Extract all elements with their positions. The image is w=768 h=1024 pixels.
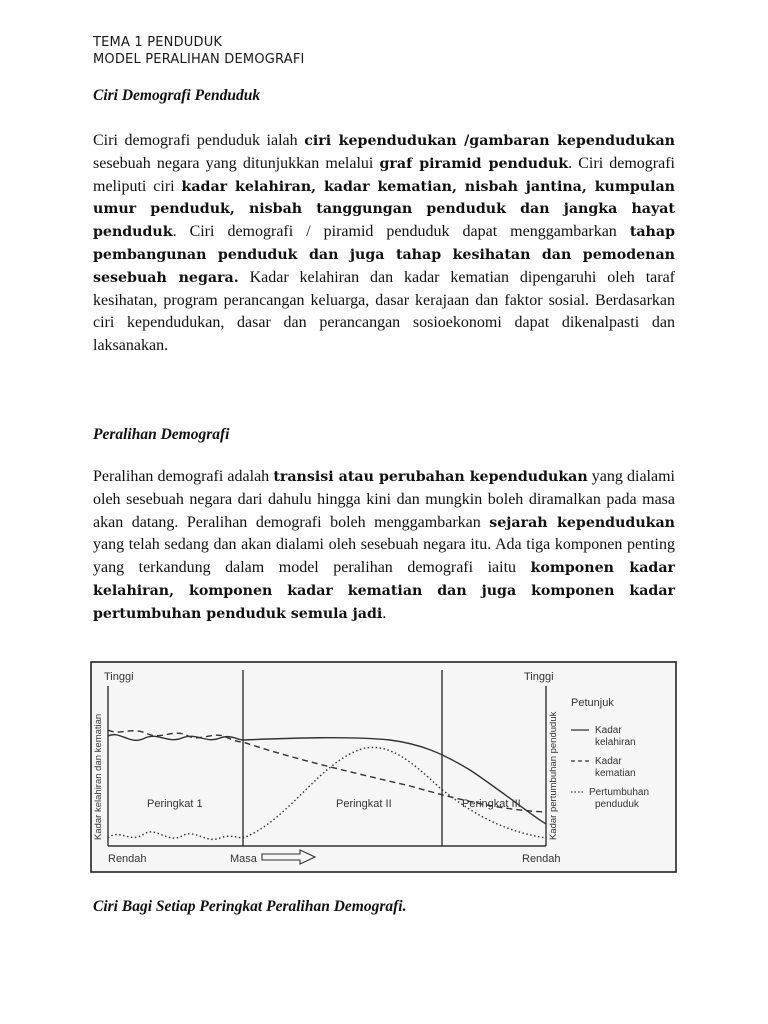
stage-3-label: Peringkat III xyxy=(462,798,521,810)
text-run: . xyxy=(382,604,387,622)
legend-death-line2: kematian xyxy=(595,768,636,779)
y-left-title: Kadar kelahiran dan kematian xyxy=(93,713,104,840)
legend-title: Petunjuk xyxy=(571,697,614,709)
legend-growth-line1: Pertumbuhan xyxy=(589,787,650,798)
bold-text-run: kadar kelahiran, kadar kematian, nisbah jantina, kumpulan umur penduduk, nisbah tanggungan penduduk dan jangka hayat penduduk xyxy=(93,178,675,241)
text-run: Kadar kelahiran dan kadar kematian dipengaruhi oleh taraf kesihatan, program perancangan keluarga, dasar kerajaan dan faktor sosial. Berdasarkan ciri kependudukan, dasar dan perancangan sosioekonomi dapat dikenalpasti dan laksanakan. xyxy=(93,268,675,355)
legend-birth-line2: kelahiran xyxy=(595,737,636,748)
demographic-transition-figure xyxy=(90,660,678,874)
y-right-bottom-label: Rendah xyxy=(522,853,561,865)
text-run: Ciri demografi penduduk ialah xyxy=(93,132,305,149)
text-run: Peralihan demografi adalah xyxy=(93,468,274,485)
y-left-top-label: Tinggi xyxy=(104,671,134,683)
y-right-title: Kadar pertumbuhan penduduk xyxy=(548,711,559,840)
text-run: sesebuah negara yang ditunjukkan melalui xyxy=(93,154,380,172)
section-title-peralihan-demografi: Peralihan Demografi xyxy=(93,426,230,443)
text-run: . Ciri demografi / piramid penduduk dapat menggambarkan xyxy=(172,223,630,241)
text-run: yang dialami oleh sesebuah negara dari dahulu hingga kini dan mungkin boleh diramalkan pada masa akan datang. Peralihan demografi boleh menggambarkan xyxy=(93,468,675,531)
bold-text-run: komponen kadar kelahiran, komponen kadar kematian dan juga komponen kadar pertumbuhan penduduk semula jadi xyxy=(93,560,675,622)
stage-2-label: Peringkat II xyxy=(336,798,392,810)
section-title-ciri-demografi: Ciri Demografi Penduduk xyxy=(93,87,261,104)
stage-1-label: Peringkat 1 xyxy=(147,798,203,810)
y-left-bottom-label: Rendah xyxy=(108,853,147,865)
paragraph-ciri-demografi xyxy=(93,130,675,358)
bold-text-run: ciri kependudukan /gambaran kependudukan xyxy=(304,133,675,149)
text-run: yang telah sedang dan akan dialami oleh sesebuah negara itu. Ada tiga komponen penting yang terkandung dalam model peralihan demografi iaitu xyxy=(93,536,675,577)
bold-text-run: sejarah kependudukan xyxy=(489,514,675,531)
transition-chart xyxy=(90,660,678,874)
legend-growth-line2: penduduk xyxy=(595,799,639,810)
header-subtopic: MODEL PERALIHAN DEMOGRAFI xyxy=(93,52,305,67)
y-right-top-label: Tinggi xyxy=(524,671,554,683)
paragraph-peralihan-demografi xyxy=(93,466,675,626)
bold-text-run: graf piramid penduduk xyxy=(379,155,569,172)
section-title-ciri-peringkat: Ciri Bagi Setiap Peringkat Peralihan Demografi. xyxy=(93,898,407,915)
x-axis-label: Masa xyxy=(230,853,257,865)
header-topic: TEMA 1 PENDUDUK xyxy=(93,35,223,50)
bold-text-run: tahap pembangunan penduduk dan juga tahap kesihatan dan pemodenan sesebuah negara. xyxy=(93,224,675,286)
text-run: . Ciri demografi meliputi ciri xyxy=(93,154,676,195)
legend-death-line1: Kadar xyxy=(595,756,622,767)
bold-text-run: transisi atau perubahan kependudukan xyxy=(273,469,588,485)
legend-birth-line1: Kadar xyxy=(595,725,622,736)
